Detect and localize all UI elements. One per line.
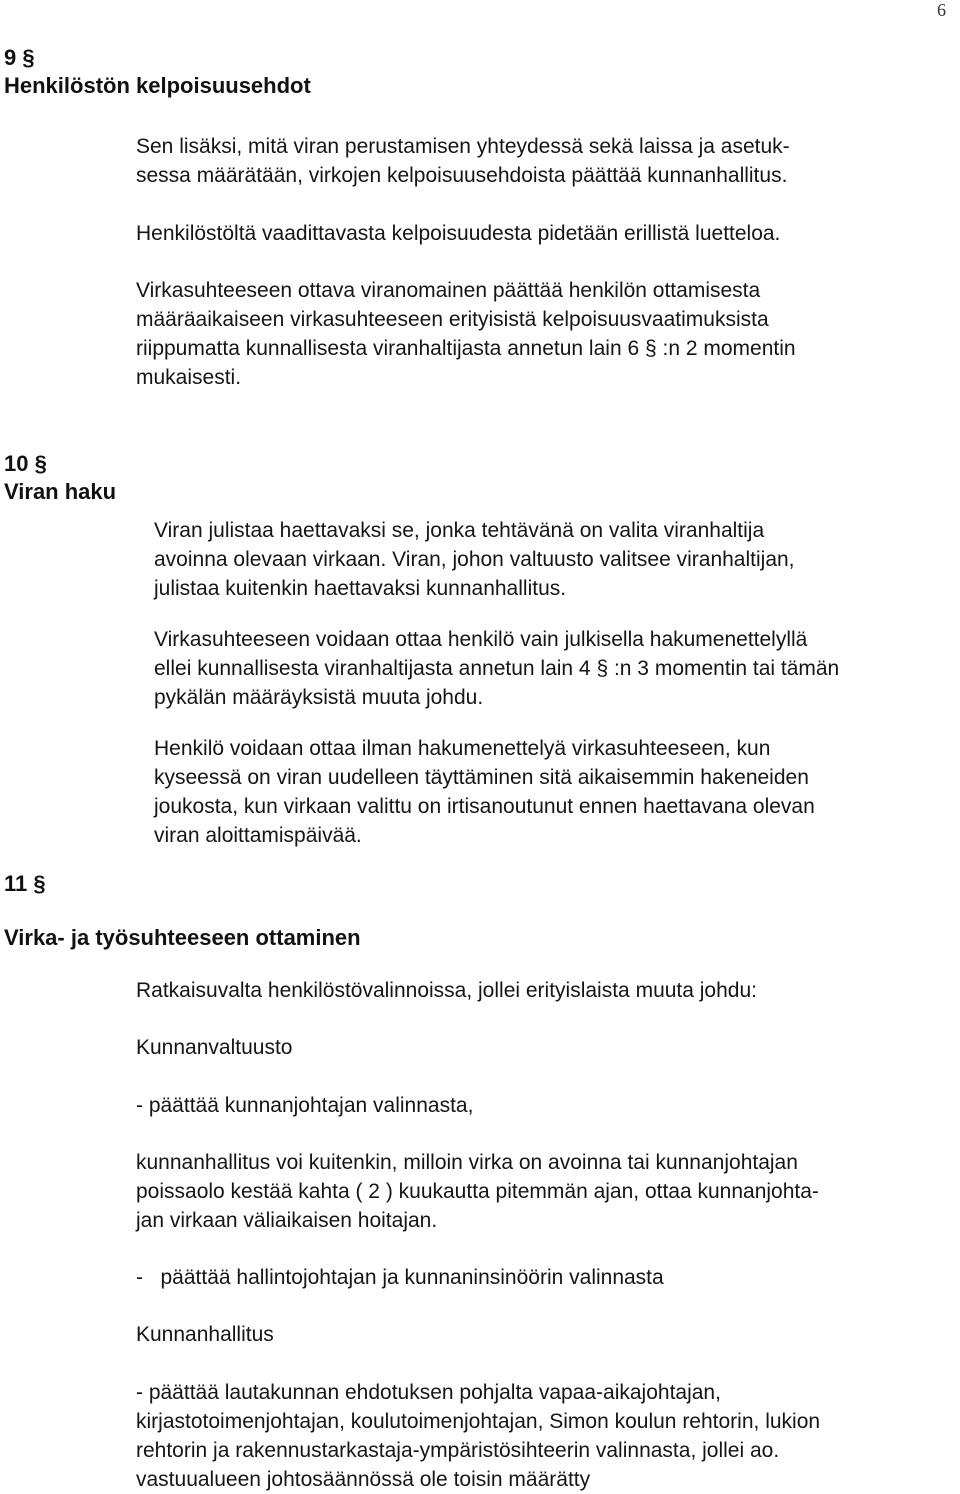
s11-paragraph-1: [136, 976, 936, 1005]
text-line: rehtorin ja rakennustarkastaja-ympäristösihteerin valinnasta, jollei ao.: [136, 1439, 780, 1462]
section-title: Virka- ja työsuhteeseen ottaminen: [4, 925, 361, 950]
s11-paragraph-7: [136, 1378, 936, 1494]
section-number: 11: [4, 871, 28, 896]
s9-paragraph-1: [136, 132, 936, 190]
text-line: kirjastotoimenjohtajan, koulutoimenjohtajan, Simon koulun rehtorin, lukion: [136, 1410, 821, 1433]
section-heading-10: [4, 450, 116, 506]
text-line: riippumatta kunnallisesta viranhaltijasta annetun lain 6 § :n 2 momentin: [136, 337, 796, 360]
text-line: joukosta, kun virkaan valittu on irtisanoutunut ennen haettavana olevan: [154, 795, 815, 818]
s10-paragraph-1: [154, 516, 954, 603]
s9-paragraph-3: [136, 276, 936, 392]
section-symbol: §: [22, 45, 35, 70]
text-line: Virkasuhteeseen ottava viranomainen päättää henkilön ottamisesta: [136, 279, 761, 302]
text-line: jan virkaan väliaikaisen hoitajan.: [136, 1209, 438, 1232]
section-title: Henkilöstön kelpoisuusehdot: [4, 73, 311, 98]
text-line: Virkasuhteeseen voidaan ottaa henkilö vain julkisella hakumenettelyllä: [154, 628, 808, 651]
s10-paragraph-3: [154, 734, 954, 850]
text-line: Henkilö voidaan ottaa ilman hakumenettelyä virkasuhteeseen, kun: [154, 737, 771, 760]
s10-paragraph-2: [154, 625, 954, 712]
text-line: Viran julistaa haettavaksi se, jonka tehtävänä on valita viranhaltija: [154, 519, 765, 542]
s11-paragraph-6: [136, 1320, 936, 1349]
text-line: ellei kunnallisesta viranhaltijasta annetun lain 4 § :n 3 momentin tai tämän: [154, 657, 840, 680]
text-line: avoinna olevaan virkaan. Viran, johon valtuusto valitsee viranhaltijan,: [154, 548, 795, 571]
s11-paragraph-4: [136, 1148, 936, 1235]
section-title-11: [4, 924, 361, 952]
text-line: Sen lisäksi, mitä viran perustamisen yhteydessä sekä laissa ja asetuk-: [136, 135, 790, 158]
text-line: Kunnanvaltuusto: [136, 1036, 293, 1059]
text-line: kyseessä on viran uudelleen täyttäminen sitä aikaisemmin hakeneiden: [154, 766, 809, 789]
section-title: Viran haku: [4, 479, 117, 504]
s11-paragraph-3: [136, 1091, 936, 1120]
text-line: pykälän määräyksistä muuta johdu.: [154, 686, 484, 709]
s11-paragraph-5: [136, 1263, 936, 1292]
section-symbol: §: [33, 871, 46, 896]
s11-paragraph-2: [136, 1033, 936, 1062]
text-line: sessa määrätään, virkojen kelpoisuusehdoista päättää kunnanhallitus.: [136, 164, 788, 187]
text-line: - päättää hallintojohtajan ja kunnaninsinöörin valinnasta: [136, 1266, 664, 1289]
section-symbol: §: [34, 451, 47, 476]
page-number: 6: [937, 0, 946, 20]
text-line: poissaolo kestää kahta ( 2 ) kuukautta pitemmän ajan, ottaa kunnanjohta-: [136, 1180, 819, 1203]
s9-paragraph-2: [136, 219, 936, 248]
text-line: - päättää lautakunnan ehdotuksen pohjalta vapaa-aikajohtajan,: [136, 1381, 721, 1404]
text-line: Henkilöstöltä vaadittavasta kelpoisuudesta pidetään erillistä luetteloa.: [136, 222, 781, 245]
text-line: kunnanhallitus voi kuitenkin, milloin virka on avoinna tai kunnanjohtajan: [136, 1151, 798, 1174]
text-line: viran aloittamispäivää.: [154, 824, 362, 847]
text-line: Kunnanhallitus: [136, 1323, 274, 1346]
text-line: Ratkaisuvalta henkilöstövalinnoissa, jollei erityislaista muuta johdu:: [136, 979, 757, 1002]
text-line: määräaikaiseen virkasuhteeseen erityisistä kelpoisuusvaatimuksista: [136, 308, 769, 331]
section-number: 10: [4, 451, 29, 476]
text-line: mukaisesti.: [136, 366, 242, 389]
text-line: - päättää kunnanjohtajan valinnasta,: [136, 1094, 474, 1117]
section-number: 9: [4, 45, 17, 70]
text-line: vastuualueen johtosäännössä ole toisin määrätty: [136, 1468, 591, 1491]
text-line: julistaa kuitenkin haettavaksi kunnanhallitus.: [154, 577, 567, 600]
section-heading-11: [4, 870, 46, 898]
section-heading-9: [4, 44, 311, 100]
